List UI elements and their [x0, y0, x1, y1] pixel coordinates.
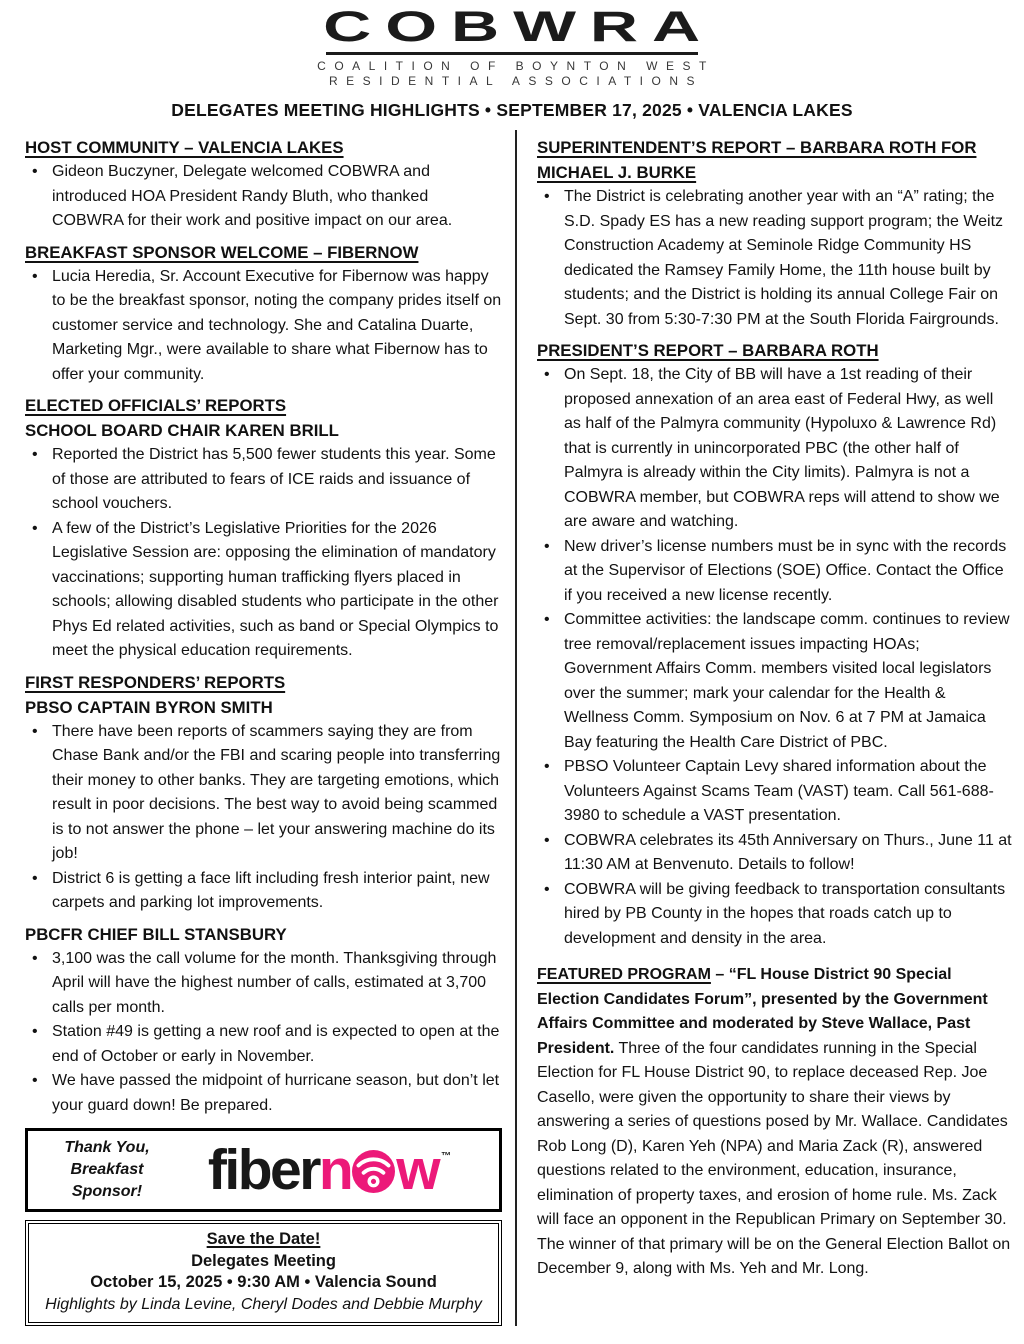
left-column	[25, 130, 502, 1326]
section-host-community	[25, 135, 502, 234]
bullet-item	[537, 829, 1012, 878]
section-breakfast-sponsor	[25, 240, 502, 388]
right-column	[517, 130, 1012, 1326]
fibernow-logo-n: n	[318, 1137, 352, 1202]
sponsor-thanks-text	[46, 1137, 168, 1203]
bullet-text: • Gideon Buczyner, Delegate welcomed COBWRA and introduced HOA President Randy Bluth, who thanked COBWRA for their work and positive impact on our area.	[52, 163, 453, 229]
section-heading: SUPERINTENDENT’S REPORT – BARBARA ROTH FOR MICHAEL J. BURKE	[537, 138, 977, 182]
save-the-date-box	[25, 1220, 502, 1326]
save-the-date-title: Save the Date!	[206, 1230, 321, 1248]
bullet-item	[537, 535, 1012, 609]
bullet-text: • COBWRA will be giving feedback to transportation consultants hired by PB County in the hopes that roads catch up to development and density in the area.	[564, 880, 1006, 947]
wifi-icon	[352, 1150, 395, 1193]
thanks-line: Sponsor!	[71, 1183, 143, 1200]
bullet-item	[537, 363, 1012, 535]
bullet-text: • There have been reports of scammers saying they are from Chase Bank and/or the FBI and scaring people into transferring their money to other banks. They are targeting emotions, which result in poor decisions. The best way to avoid being scammed is to not answer the phone – let your answering machine do its job!	[52, 722, 501, 862]
bullet-item	[537, 755, 1012, 829]
thanks-line: Breakfast	[70, 1161, 144, 1178]
header	[0, 0, 1024, 121]
trademark-symbol: ™	[441, 1150, 452, 1162]
section-heading: PRESIDENT’S REPORT – BARBARA ROTH	[537, 341, 879, 360]
bullet-item	[25, 720, 502, 867]
section-pbcfr-chief	[25, 922, 502, 1119]
bullet-item	[537, 185, 1012, 332]
thanks-line: Thank You,	[64, 1139, 150, 1156]
two-column-body	[0, 121, 1024, 1326]
bullet-item	[25, 265, 502, 388]
section-presidents-report	[537, 338, 1012, 951]
bullet-text: • PBSO Volunteer Captain Levy shared information about the Volunteers Against Scams Team (VAST) team. Call 561-688-3980 to schedule a VAST presentation.	[564, 758, 994, 824]
section-heading: FIRST RESPONDERS’ REPORTS	[25, 672, 286, 692]
cobwra-logo	[0, 3, 1024, 89]
section-elected-officials	[25, 393, 502, 664]
breakfast-sponsor-box	[25, 1128, 502, 1212]
featured-program-body: Three of the four candidates running in the Special Election for FL House District 90, to replace deceased Rep. Joe Casello, were given the opportunity to share their views by answering a series of questions posed by Mr. Wallace. Candidates Rob Long (D), Karen Yeh (NPA) and Maria Zack (R), answered questions related to the environment, education, insurance, elimination of property taxes, and erosion of home rule. Ms. Zack will face an opponent in the Republican Primary on September 30. The winner of that primary will be on the General Election Ballot on December 9, along with Ms. Yeh and Mr. Long.	[537, 1039, 1011, 1277]
featured-program-bold-intro: – “FL House District 90 Special Election Candidates Forum”, presented by the Government Affairs Committee and moderated by Steve Wallace, Past President.	[537, 966, 988, 1057]
bullet-text: • Station #49 is getting a new roof and is expected to open at the end of October or early in November.	[52, 1023, 500, 1065]
bullet-item	[25, 160, 502, 234]
fibernow-logo	[168, 1137, 491, 1202]
logo-subtitle-line1: COALITION OF BOYNTON WEST	[317, 59, 715, 73]
bullet-text: • District 6 is getting a face lift including fresh interior paint, new carpets and parking lot improvements.	[52, 869, 490, 911]
featured-program-paragraph	[537, 963, 1012, 1282]
logo-underline	[326, 52, 698, 55]
section-superintendents-report	[537, 135, 1012, 332]
bullet-text: • Committee activities: the landscape comm. continues to review tree removal/replacement issues impacting HOAs; Government Affairs Comm. members visited local legislators over the summer; mark your calendar for the Health & Wellness Comm. Symposium on Nov. 6 at 7 PM at Jamaica Bay featuring the Health Care District of PBC.	[564, 611, 1010, 751]
page-title: DELEGATES MEETING HIGHLIGHTS • SEPTEMBER 17, 2025 • VALENCIA LAKES	[171, 100, 853, 120]
save-the-date-credits: Highlights by Linda Levine, Cheryl Dodes and Debbie Murphy	[45, 1295, 482, 1313]
section-subheading: PBSO CAPTAIN BYRON SMITH	[25, 697, 273, 717]
bullet-item	[25, 1020, 502, 1069]
bullet-item	[25, 867, 502, 916]
featured-program-label: FEATURED PROGRAM	[537, 966, 711, 983]
bullet-text: • We have passed the midpoint of hurricane season, but don’t let your guard down! Be prepared.	[52, 1072, 500, 1114]
bullet-item	[25, 1069, 502, 1118]
bullet-item	[537, 608, 1012, 755]
section-subheading: SCHOOL BOARD CHAIR KAREN BRILL	[25, 421, 339, 440]
logo-subtitle-line2: RESIDENTIAL ASSOCIATIONS	[328, 74, 704, 88]
bullet-text: • On Sept. 18, the City of BB will have a 1st reading of their proposed annexation of an area east of Federal Hwy, as well as half of the Palmyra community (Hypoluxo & Lawrence Rd) that is currently in unincorporated PBC (the other half of Palmyra is already within the City limits). Palmyra is not a COBWRA member, but COBWRA reps will attend to show we are aware and watching.	[564, 366, 1000, 530]
section-heading: ELECTED OFFICIALS’ REPORTS	[25, 396, 287, 415]
bullet-text: • Lucia Heredia, Sr. Account Executive for Fibernow was happy to be the breakfast sponsor, noting the company prides itself on customer service and technology. She and Catalina Duarte, Marketing Mgr., were available to share what Fibernow has to offer your community.	[52, 267, 502, 383]
fibernow-logo-w: w	[396, 1137, 439, 1202]
save-the-date-datetime: October 15, 2025 • 9:30 AM • Valencia Sound	[90, 1273, 437, 1291]
logo-wordmark: COBWRA	[323, 3, 715, 51]
bullet-text: • 3,100 was the call volume for the month. Thanksgiving through April will have the highest number of calls, estimated at 3,700 calls per month.	[52, 949, 497, 1016]
bullet-item	[25, 443, 502, 517]
bullet-text: • New driver’s license numbers must be in sync with the records at the Supervisor of Elections (SOE) Office. Contact the Office if you received a new license recently.	[564, 537, 1007, 604]
bullet-item	[25, 947, 502, 1021]
bullet-text: • A few of the District’s Legislative Priorities for the 2026 Legislative Session are: opposing the elimination of mandatory vaccinations; supporting human trafficking flyers placed in schools; allowing disabled students who participate in the other Phys Ed related activities, such as band or Special Olympics to meet the physical education requirements.	[52, 519, 499, 659]
section-first-responders	[25, 670, 502, 916]
fibernow-logo-fiber: fiber	[207, 1137, 319, 1202]
bullet-item	[537, 878, 1012, 952]
section-subheading: PBCFR CHIEF BILL STANSBURY	[25, 924, 287, 944]
bullet-text: • COBWRA celebrates its 45th Anniversary on Thurs., June 11 at 11:30 AM at Benvenuto. Details to follow!	[564, 831, 1012, 873]
bullet-item	[25, 517, 502, 664]
section-heading: BREAKFAST SPONSOR WELCOME – FIBERNOW	[25, 242, 419, 262]
save-the-date-meeting: Delegates Meeting	[191, 1251, 336, 1270]
bullet-text: • Reported the District has 5,500 fewer students this year. Some of those are attributed to fears of ICE raids and issuance of school vouchers.	[52, 446, 496, 512]
section-featured-program	[537, 963, 1012, 1282]
bullet-text: • The District is celebrating another year with an “A” rating; the S.D. Spady ES has a new reading support program; the Weitz Construction Academy at Seminole Ridge Community HS dedicated the Ramsey Family Home, the 11th house built by students; and the District is holding its annual College Fair on Sept. 30 from 5:30-7:30 PM at the South Florida Fairgrounds.	[564, 188, 1004, 328]
section-heading: HOST COMMUNITY – VALENCIA LAKES	[25, 138, 344, 157]
